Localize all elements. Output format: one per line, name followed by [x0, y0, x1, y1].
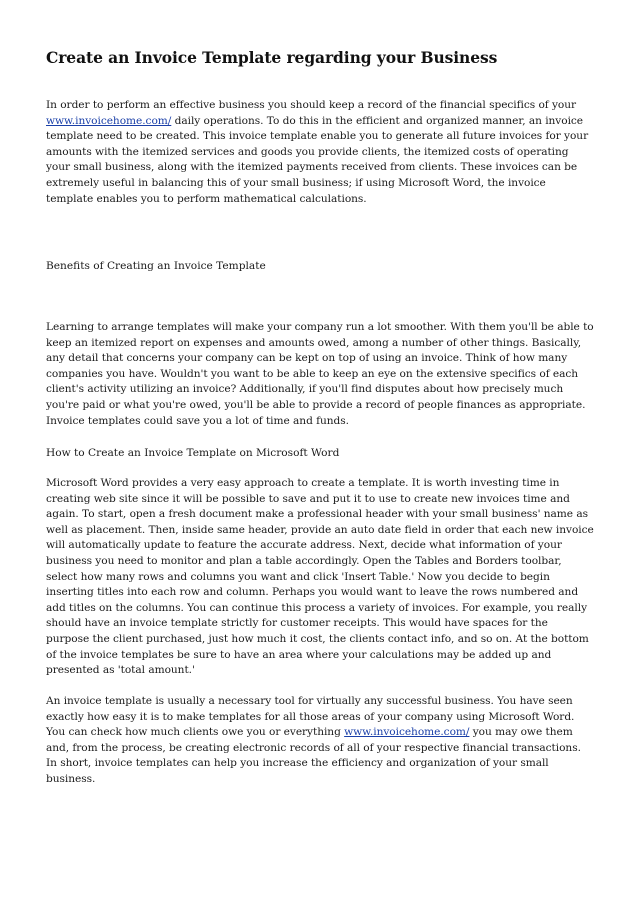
intro-text-start: In order to perform an effective business you should keep a record of the financial specifics of your [46, 99, 577, 111]
benefits-paragraph: Learning to arrange templates will make your company run a lot smoother. With them you'll be able to keep an itemized report on expenses and amounts owed, among a number of other things. Basically, any detail that concerns your company can be kept on top of using an invoice. Think of how many companies you have. Wouldn't you want to be able to keep an eye on the extensive specifics of each client's activity utilizing an invoice? Additionally, if you'll find disputes about how precisely much you're paid or what you're owed, you'll be able to provide a record of people finances as appropriate. Invoice templates could save you a lot of time and funds. [46, 321, 594, 427]
howto-heading: How to Create an Invoice Template on Microsoft Word [46, 447, 340, 459]
howto-paragraph: Microsoft Word provides a very easy approach to create a template. It is worth investing time in creating web site since it will be possible to save and put it to use to create new invoices time and again. To start, open a fresh document make a professional header with your small business' name as well as placement. Then, inside same header, provide an auto date field in order that each new invoice will automatically update to feature the accurate address. Next, decide what information of your business you need to monitor and plan a table accordingly. Open the Tables and Borders toolbar, select how many rows and columns you want and click 'Insert Table.' Now you decide to begin inserting titles into each row and column. Perhaps you would want to leave the rows numbered and add titles on the columns. You can continue this process a variety of invoices. For example, you really should have an invoice template strictly for customer receipts. This would have spaces for the purpose the client purchased, just how much it cost, the clients contact info, and so on. At the bottom of the invoice templates be sure to have an area where your calculations may be added up and presented as 'total amount.' [46, 477, 594, 677]
intro-text-end: daily operations. To do this in the efficient and organized manner, an invoice template need to be created. This invoice template enable you to generate all future invoices for your amounts with the itemized services and goods you provide clients, the itemized costs of operating your small business, along with the itemized payments received from clients. These invoices can be extremely useful in balancing this of your small business; if using Microsoft Word, the invoice template enables you to perform mathematical calculations. [46, 114, 589, 205]
invoicehome-link-closing[interactable]: www.invoicehome.com/ [344, 726, 470, 739]
closing-paragraph [46, 694, 594, 788]
invoicehome-link[interactable]: www.invoicehome.com/ [46, 114, 172, 127]
closing-text-end: you may owe them and, from the process, be creating electronic records of all of your respective financial transactions. In short, invoice templates can help you increase the efficiency and organization of your small business. [46, 726, 581, 785]
intro-paragraph [46, 98, 594, 207]
page-title: Create an Invoice Template regarding your Business [46, 48, 498, 67]
closing-text-start: An invoice template is usually a necessary tool for virtually any successful business. You have seen exactly how easy it is to make templates for all those areas of your company using Microsoft Word. You can check how much clients owe you or everything [46, 695, 575, 739]
benefits-heading: Benefits of Creating an Invoice Template [46, 260, 266, 272]
